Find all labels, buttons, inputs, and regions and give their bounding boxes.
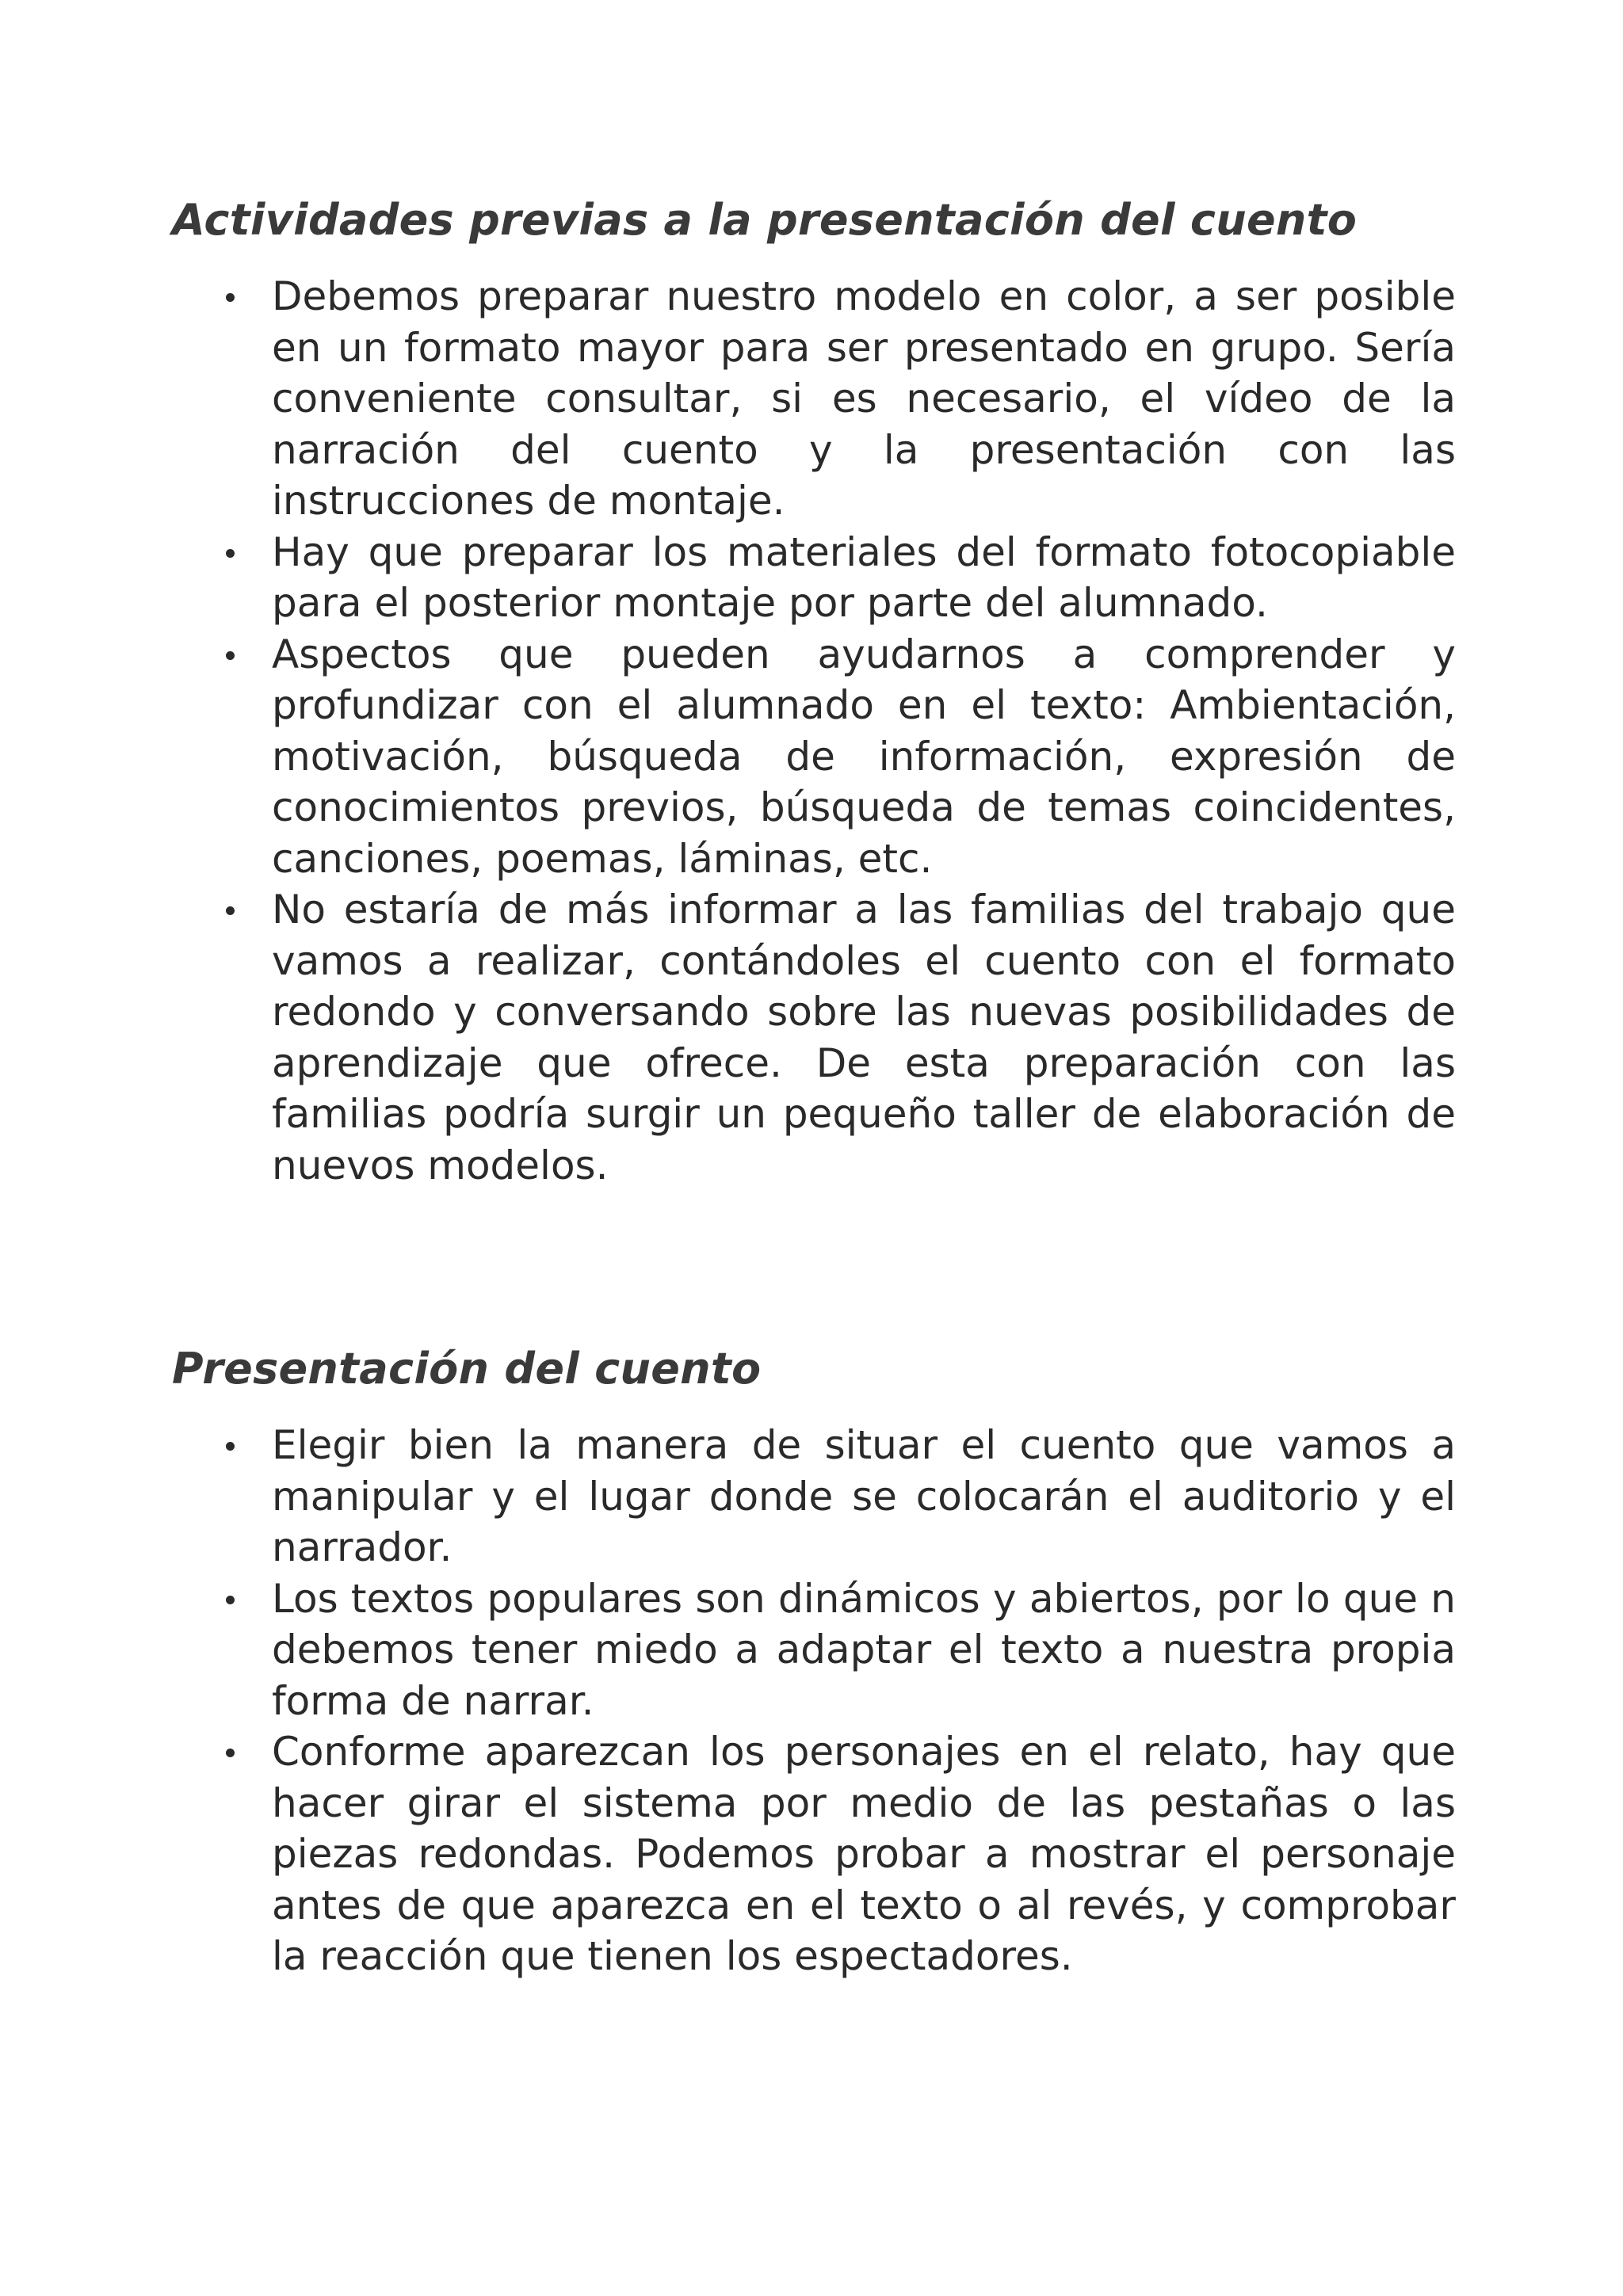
list-item-text: Hay que preparar los materiales del formato fotocopiable para el posterior montaje por parte del alumnado. — [272, 528, 1456, 626]
bullet-icon — [226, 1596, 235, 1604]
list-item — [172, 1420, 1456, 1573]
list-item-text: Debemos preparar nuestro modelo en color, a ser posible en un formato mayor para ser presentado en grupo. Sería conveniente consultar, si es necesario, el vídeo de la narración del cuento y la presentación con las instrucciones de montaje. — [272, 273, 1456, 524]
list-item — [172, 527, 1456, 629]
bullet-icon — [226, 651, 235, 660]
bullet-icon — [226, 1749, 235, 1757]
section-actividades-previas — [172, 190, 1456, 1191]
list-item-text: Los textos populares son dinámicos y abiertos, por lo que n debemos tener miedo a adaptar el texto a nuestra propia forma de narrar. — [272, 1575, 1456, 1724]
list-item-text: Aspectos que pueden ayudarnos a comprender y profundizar con el alumnado en el texto: Ambientación, motivación, búsqueda de información, expresión de conocimientos previos, búsqueda de temas coincidentes, canciones, poemas, láminas, etc. — [272, 631, 1456, 882]
bullet-icon — [226, 549, 235, 558]
bullet-icon — [226, 1442, 235, 1451]
list-item — [172, 271, 1456, 527]
bullet-list — [172, 1420, 1456, 1982]
list-item-text: Conforme aparezcan los personajes en el relato, hay que hacer girar el sistema por medio de las pestañas o las piezas redondas. Podemos probar a mostrar el personaje antes de que aparezca en el texto o al revés, y comprobar la reacción que tienen los espectadores. — [272, 1729, 1456, 1979]
list-item — [172, 1726, 1456, 1982]
bullet-icon — [226, 906, 235, 915]
list-item — [172, 884, 1456, 1191]
list-item — [172, 629, 1456, 885]
list-item-text: No estaría de más informar a las familias del trabajo que vamos a realizar, contándoles el cuento con el formato redondo y conversando sobre las nuevas posibilidades de aprendizaje que ofrece. De esta preparación con las familias podría surgir un pequeño taller de elaboración de nuevos modelos. — [272, 887, 1456, 1188]
section-title: Presentación del cuento — [172, 1344, 762, 1394]
section-presentacion — [172, 1339, 1456, 1982]
list-item-text: Elegir bien la manera de situar el cuento que vamos a manipular y el lugar donde se colocarán el auditorio y el narrador. — [272, 1422, 1456, 1570]
section-title: Actividades previas a la presentación del cuento — [172, 195, 1358, 245]
bullet-list — [172, 271, 1456, 1191]
list-item — [172, 1573, 1456, 1727]
bullet-icon — [226, 293, 235, 302]
